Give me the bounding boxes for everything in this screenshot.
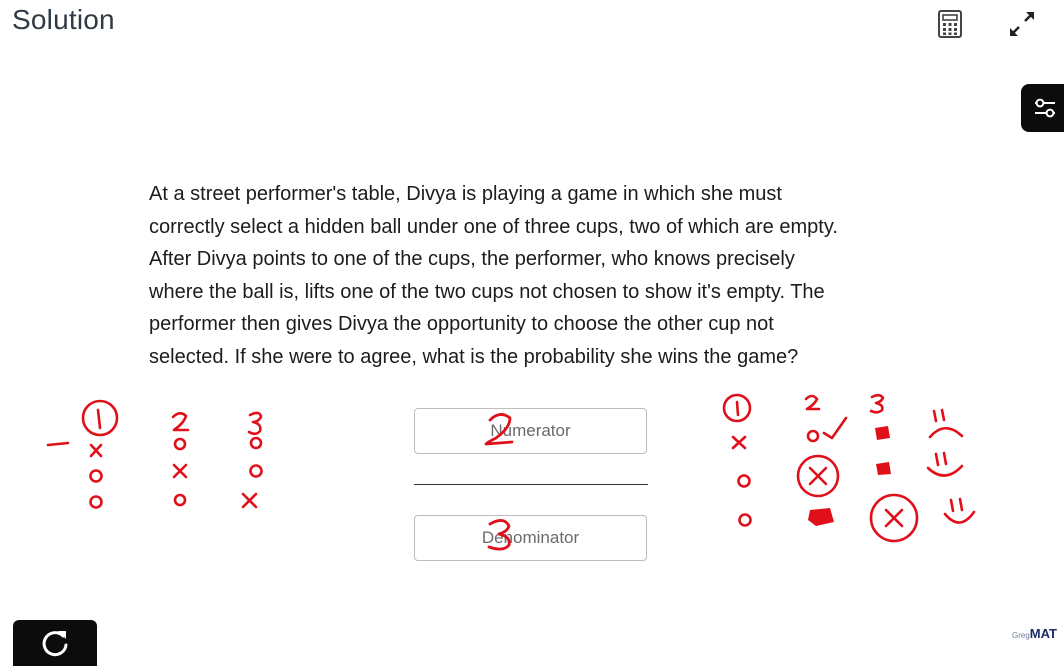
numerator-input[interactable] (414, 408, 647, 454)
settings-sliders-icon[interactable] (1021, 84, 1064, 132)
reload-icon (39, 627, 71, 659)
question-line: After Divya points to one of the cups, the performer, who knows precisely (149, 248, 795, 271)
question-line: performer then gives Divya the opportunity to choose the other cup not (149, 313, 774, 336)
digit-three (249, 413, 261, 434)
expand-icon[interactable] (1008, 10, 1036, 38)
happy-face (945, 512, 974, 523)
calculator-icon[interactable] (937, 10, 963, 38)
dash-mark (48, 443, 68, 445)
fraction-bar (414, 484, 648, 485)
x-mark (733, 437, 745, 448)
numerator-placeholder: Numerator (490, 421, 571, 440)
brand-logo: GregMAT (1012, 626, 1057, 641)
circled-one (724, 395, 750, 421)
digit-three (871, 395, 883, 412)
denominator-placeholder: Denominator (481, 528, 580, 547)
x-mark (91, 445, 101, 456)
sad-face (930, 428, 962, 437)
page-title: Solution (12, 4, 115, 35)
digit-two (173, 413, 188, 430)
circled-x (798, 456, 838, 496)
question-line: where the ball is, lifts one of the two cups not chosen to show it's empty. The (149, 280, 825, 303)
happy-face (928, 466, 962, 476)
filled-blob (875, 426, 890, 440)
filled-blob (876, 462, 891, 475)
circled-one (83, 401, 117, 435)
denominator-input[interactable] (414, 515, 647, 561)
question-line: At a street performer's table, Divya is playing a game in which she must (149, 183, 782, 205)
question-line: correctly select a hidden ball under one of three cups, two of which are empty. (149, 215, 838, 238)
filled-blob (808, 508, 834, 526)
check-mark (824, 418, 846, 438)
circled-x (871, 495, 917, 541)
question-line: selected. If she were to agree, what is the probability she wins the game? (149, 345, 799, 368)
digit-two (806, 396, 819, 409)
reload-button[interactable] (13, 620, 97, 666)
x-mark (174, 465, 186, 477)
x-mark (243, 494, 256, 507)
question-text (149, 178, 939, 374)
